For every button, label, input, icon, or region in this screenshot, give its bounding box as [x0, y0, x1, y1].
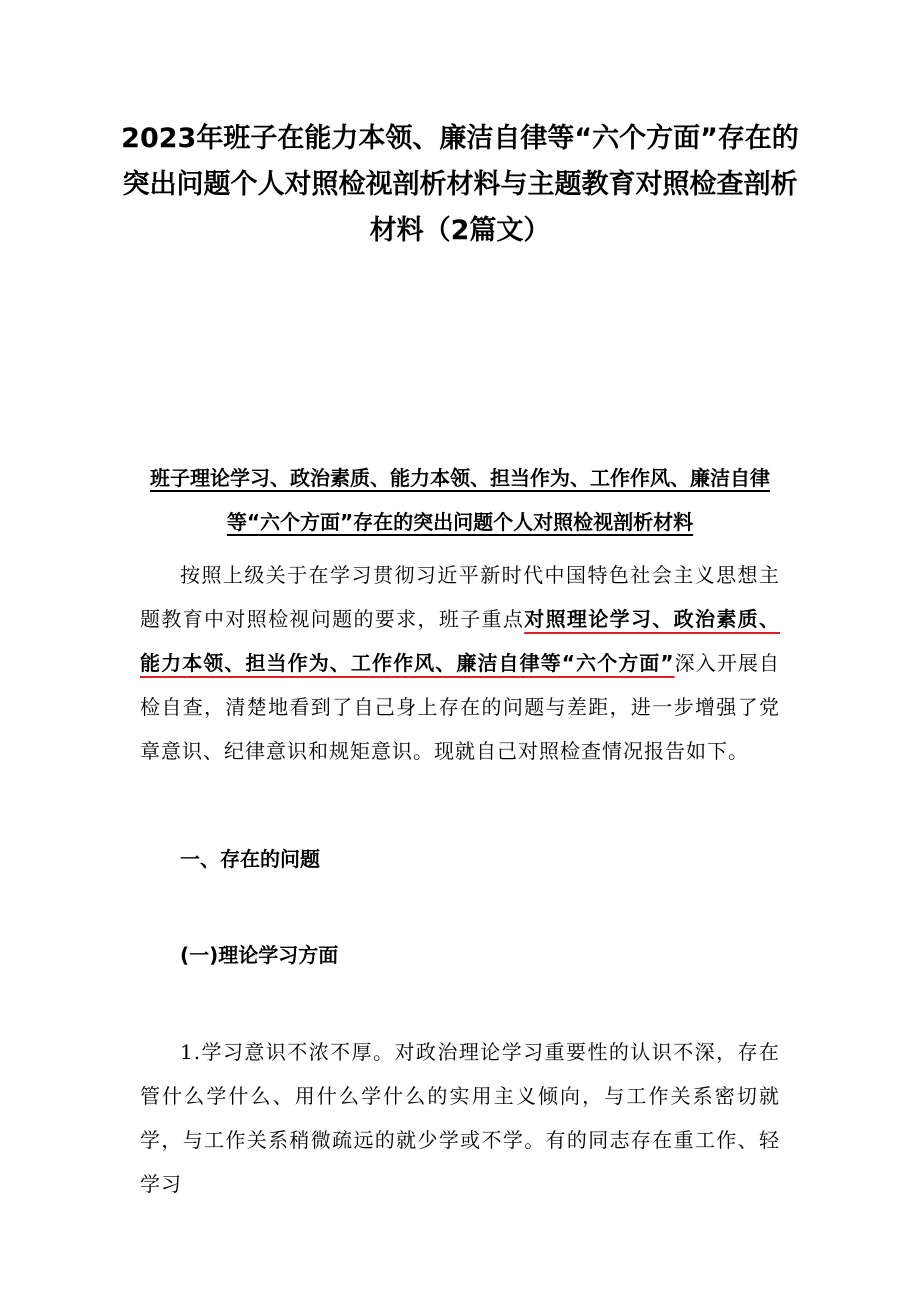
intro-text-after: 深入开展自检自查，清楚地看到了自己身上存在的问题与差距，进一步增强了党章意识、纪律意识和规矩意识。现就自己对照检查情况报告如下。 [140, 651, 780, 763]
intro-paragraph [140, 553, 780, 773]
sub-section-heading: (一)理论学习方面 [180, 943, 339, 967]
intro-text-before: 按照上级关于在学习贯彻习近平新时代中国特色社会主义思想主题教育中对照检视问题的要求，班子重点 [140, 563, 780, 631]
section-heading: 一、存在的问题 [180, 847, 320, 871]
document-title: 2023年班子在能力本领、廉洁自律等“六个方面”存在的突出问题个人对照检视剖析材料与主题教育对照检查剖析材料（2篇文） [121, 123, 799, 246]
document-subtitle: 班子理论学习、政治素质、能力本领、担当作为、工作作风、廉洁自律等“六个方面”存在的突出问题个人对照检视剖析材料 [150, 466, 770, 534]
point-paragraph: 1.学习意识不浓不厚。对政治理论学习重要性的认识不深，存在管什么学什么、用什么学什么的实用主义倾向，与工作关系密切就学，与工作关系稍微疏远的就少学或不学。有的同志存在重工作、轻学习 [140, 1040, 780, 1196]
intro-highlight: 对照理论学习、政治素质、能力本领、担当作为、工作作风、廉洁自律等“六个方面” [140, 607, 781, 675]
